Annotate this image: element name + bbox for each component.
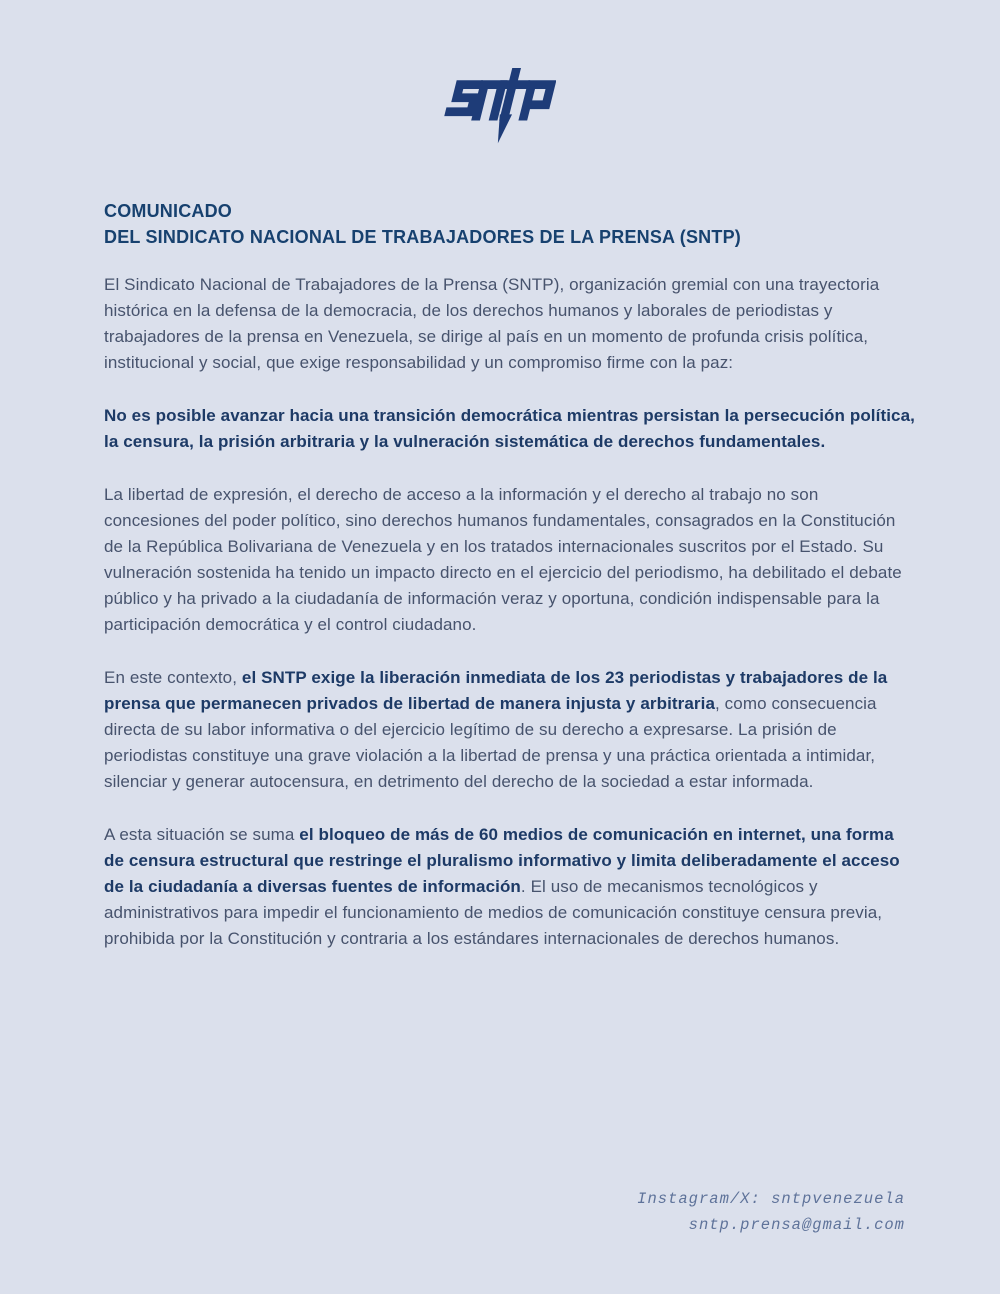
body-text (104, 272, 916, 979)
contact-email: sntp.prensa@gmail.com (688, 1216, 905, 1234)
title-line-2: DEL SINDICATO NACIONAL DE TRABAJADORES DE LA PRENSA (SNTP) (104, 227, 741, 247)
social-handle: Instagram/X: sntpvenezuela (637, 1190, 905, 1208)
sntp-logo-icon (444, 68, 556, 145)
paragraph (104, 822, 916, 952)
paragraph (104, 272, 916, 376)
paragraph-segment: A esta situación se suma (104, 825, 300, 844)
paragraph-segment: En este contexto, (104, 668, 242, 687)
paragraph (104, 403, 916, 455)
contact-footer (637, 1186, 905, 1238)
paragraph (104, 482, 916, 638)
title-line-1: COMUNICADO (104, 201, 232, 221)
paragraph-segment: . El uso de mecanismos tecnológicos y administrativos para impedir el funcionamiento de medios de comunicación constituye censura previa, prohibida por la Constitución y contraria a los estándares internacionales de derechos humanos. (104, 877, 883, 948)
paragraph-segment: El Sindicato Nacional de Trabajadores de la Prensa (SNTP), organización gremial con una trayectoria histórica en la defensa de la democracia, de los derechos humanos y laborales de periodistas y trabajadores de la prensa en Venezuela, se dirige al país en un momento de profunda crisis política, institucional y social, que exige responsabilidad y un compromiso firme con la paz: (104, 275, 880, 372)
paragraph-bold-segment: el SNTP exige la liberación inmediata de los 23 periodistas y trabajadores de la prensa que permanecen privados de libertad de manera injusta y arbitraria (104, 668, 888, 713)
paragraph-bold-segment: No es posible avanzar hacia una transición democrática mientras persistan la persecución política, la censura, la prisión arbitraria y la vulneración sistemática de derechos fundamentales. (104, 406, 915, 451)
paragraph-segment: La libertad de expresión, el derecho de acceso a la información y el derecho al trabajo no son concesiones del poder político, sino derechos humanos fundamentales, consagrados en la Constitución de la República Bolivariana de Venezuela y en los tratados internacionales suscritos por el Estado. Su vulneración sostenida ha tenido un impacto directo en el ejercicio del periodismo, ha debilitado el debate público y ha privado a la ciudadanía de información veraz y oportuna, condición indispensable para la participación democrática y el control ciudadano. (104, 485, 902, 634)
paragraph (104, 665, 916, 795)
sntp-logo (0, 68, 1000, 145)
paragraph-segment: , como consecuencia directa de su labor informativa o del ejercicio legítimo de su derecho a expresarse. La prisión de periodistas constituye una grave violación a la libertad de prensa y una práctica orientada a intimidar, silenciar y generar autocensura, en detrimento del derecho de la sociedad a estar informada. (104, 694, 877, 791)
page-title (104, 198, 916, 250)
paragraph-bold-segment: el bloqueo de más de 60 medios de comunicación en internet, una forma de censura estructural que restringe el pluralismo informativo y limita deliberadamente el acceso de la ciudadanía a diversas fuentes de información (104, 825, 900, 896)
